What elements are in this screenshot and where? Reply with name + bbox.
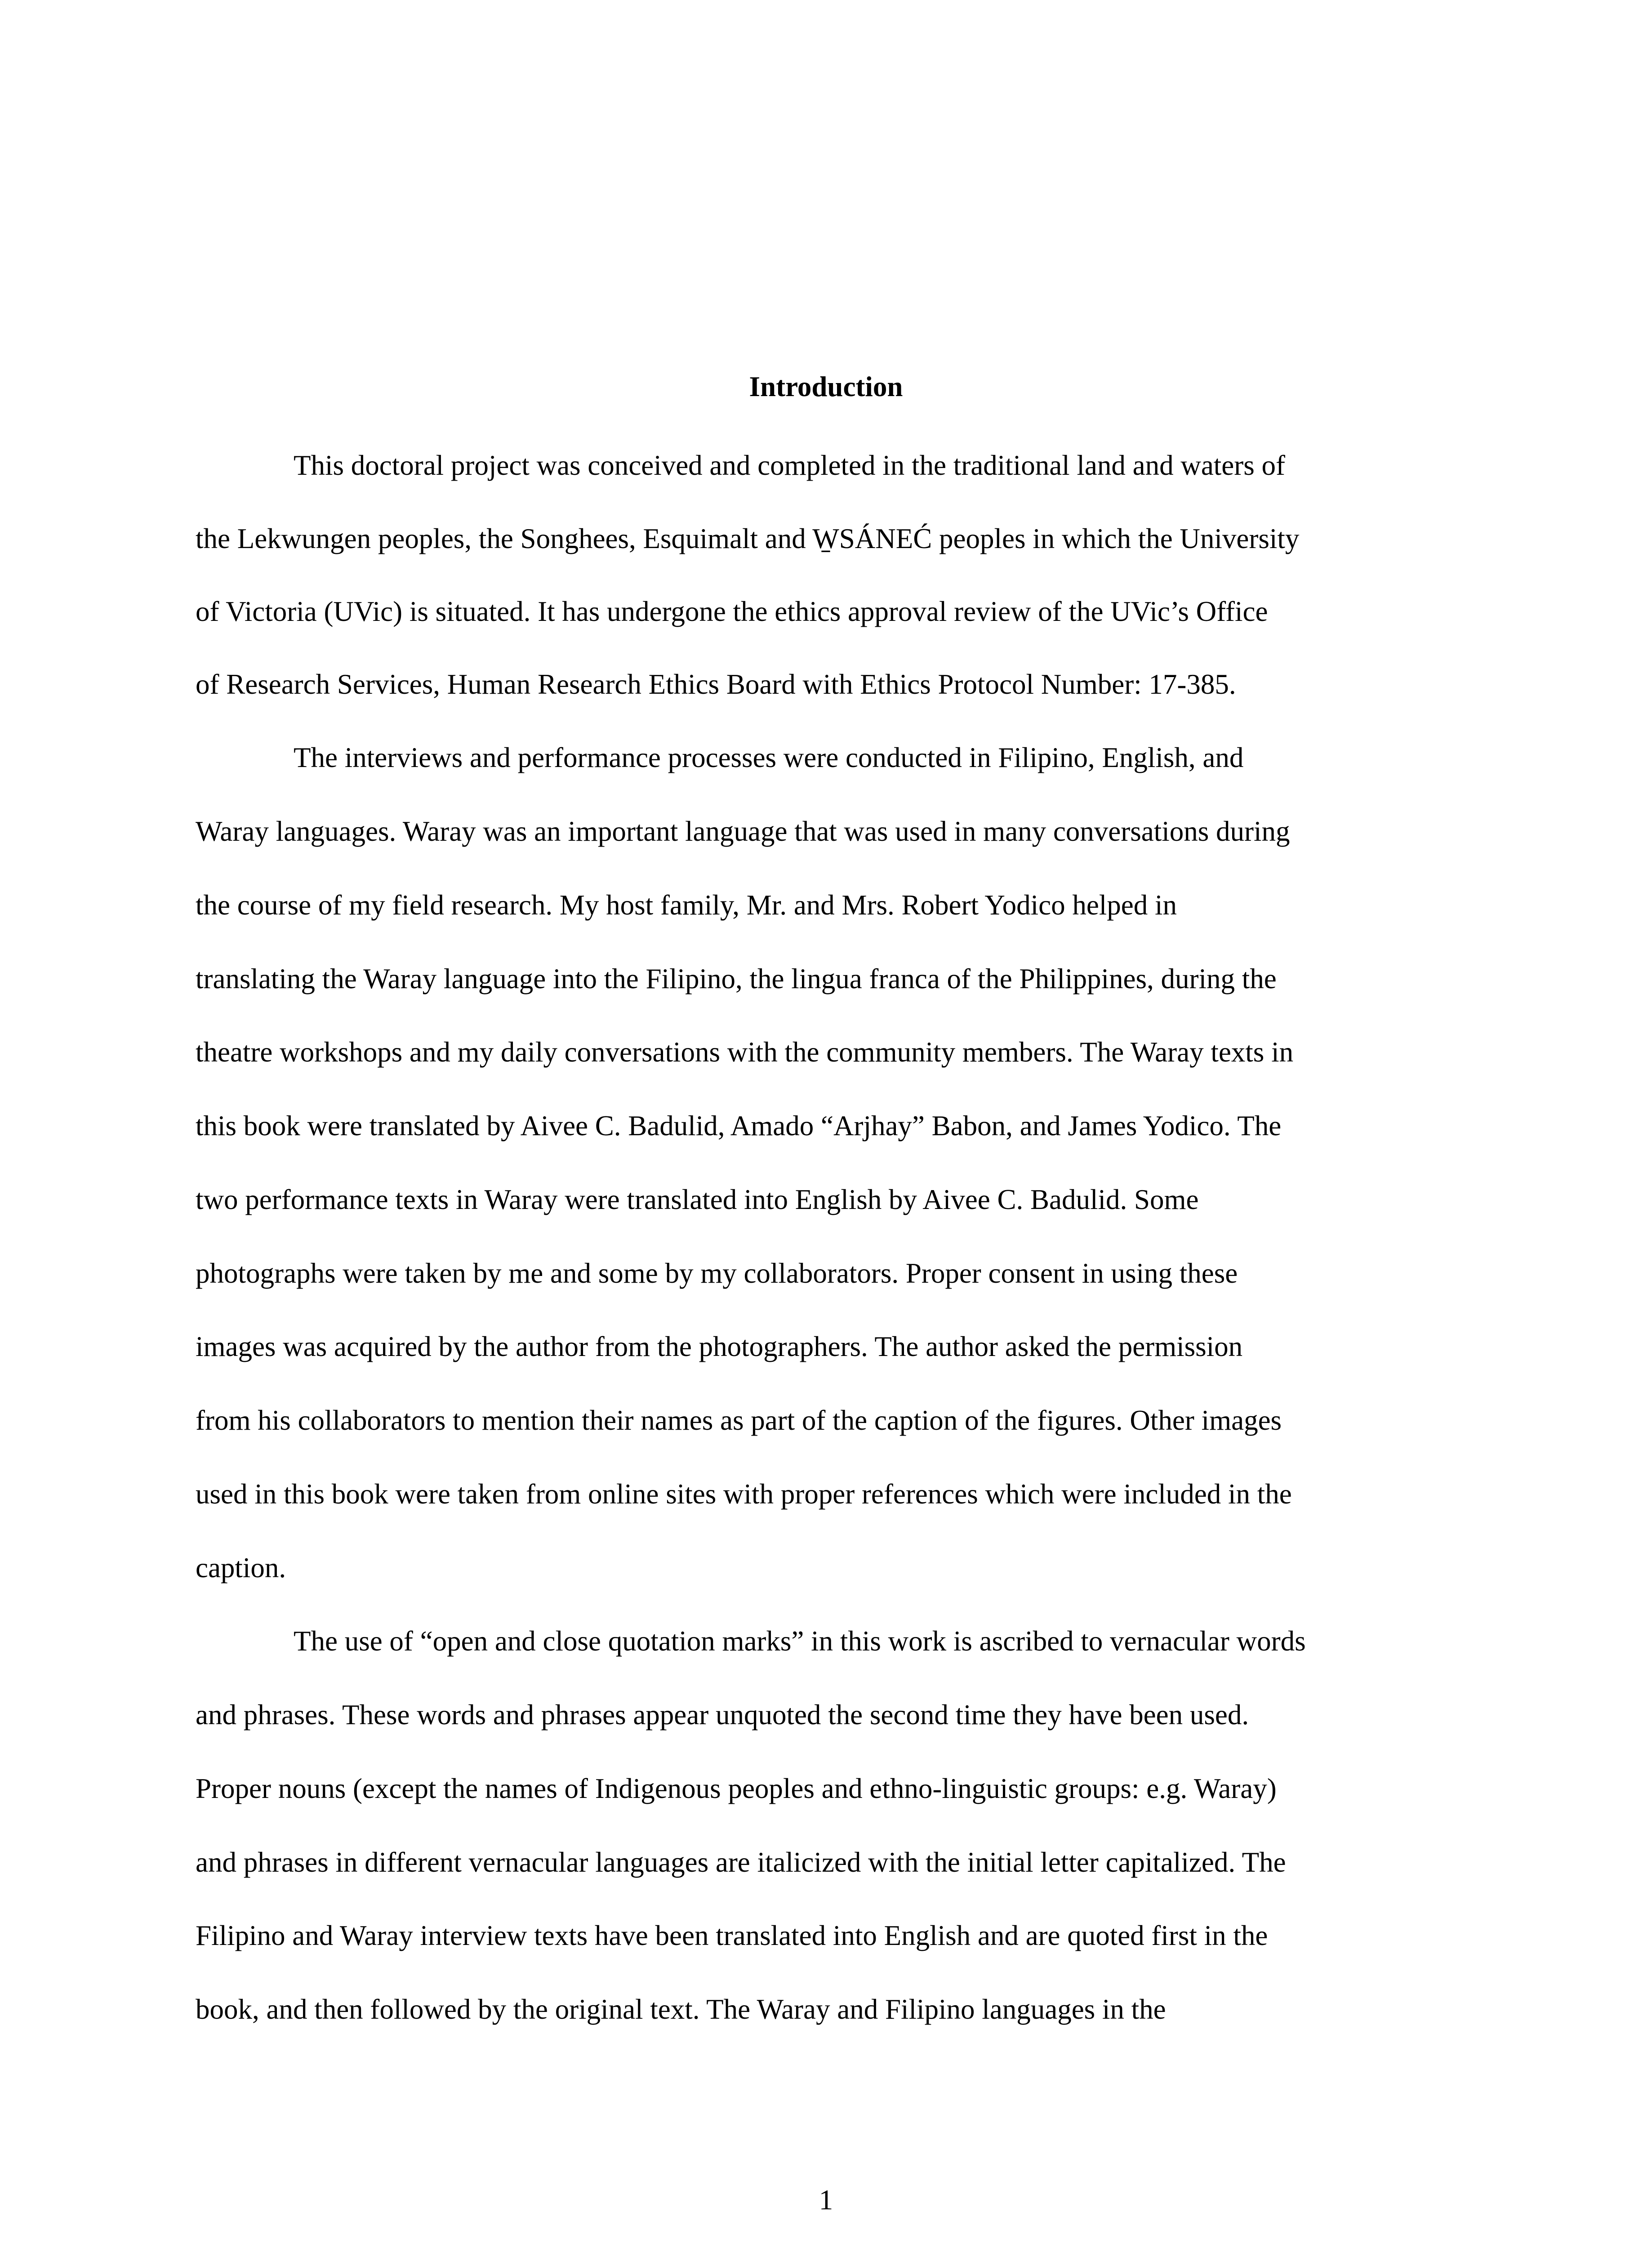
text-line: and phrases. These words and phrases appear unquoted the second time they have been used.: [196, 1699, 1249, 1731]
text-line: Waray languages. Waray was an important language that was used in many conversations during: [196, 816, 1290, 847]
page-number: 1: [819, 2184, 833, 2216]
text-line: of Victoria (UVic) is situated. It has undergone the ethics approval review of the UVic’s Office: [196, 596, 1268, 627]
text-line: two performance texts in Waray were translated into English by Aivee C. Badulid. Some: [196, 1184, 1199, 1215]
text-line: of Research Services, Human Research Ethics Board with Ethics Protocol Number: 17-385.: [196, 669, 1236, 700]
text-line: and phrases in different vernacular languages are italicized with the initial letter capitalized. The: [196, 1847, 1286, 1878]
text-line: caption.: [196, 1552, 286, 1583]
text-line: Filipino and Waray interview texts have been translated into English and are quoted first in the: [196, 1920, 1268, 1951]
text-line: the course of my field research. My host family, Mr. and Mrs. Robert Yodico helped in: [196, 889, 1177, 921]
text-line: translating the Waray language into the Filipino, the lingua franca of the Philippines, during the: [196, 963, 1277, 995]
text-line: The interviews and performance processes were conducted in Filipino, English, and: [294, 742, 1244, 773]
text-line: Proper nouns (except the names of Indigenous peoples and ethno-linguistic groups: e.g. Waray): [196, 1773, 1277, 1804]
text-line: photographs were taken by me and some by my collaborators. Proper consent in using these: [196, 1258, 1238, 1289]
text-line: theatre workshops and my daily conversations with the community members. The Waray texts in: [196, 1036, 1294, 1068]
text-line: This doctoral project was conceived and completed in the traditional land and waters of: [294, 450, 1285, 481]
text-line: this book were translated by Aivee C. Badulid, Amado “Arjhay” Babon, and James Yodico. The: [196, 1110, 1282, 1142]
text-line: the Lekwungen peoples, the Songhees, Esquimalt and W̱SÁNEĆ peoples in which the University: [196, 523, 1300, 554]
section-heading: Introduction: [749, 371, 903, 402]
text-line: from his collaborators to mention their names as part of the caption of the figures. Other images: [196, 1405, 1282, 1436]
text-line: used in this book were taken from online sites with proper references which were included in the: [196, 1478, 1292, 1510]
text-line: book, and then followed by the original text. The Waray and Filipino languages in the: [196, 1994, 1166, 2025]
text-line: The use of “open and close quotation marks” in this work is ascribed to vernacular words: [294, 1625, 1306, 1657]
text-line: images was acquired by the author from the photographers. The author asked the permission: [196, 1331, 1243, 1362]
